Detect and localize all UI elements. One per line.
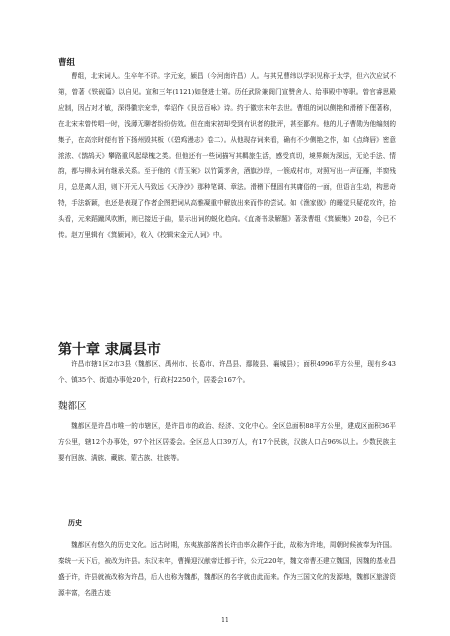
- section-title-caozu: 曹组: [58, 58, 76, 68]
- paragraph-text: 许昌市辖1区2市3县（魏都区、禹州市、长葛市、许昌县、鄢陵县、襄城县）；面积4996平方公里，现有乡43个、镇35个、街道办事处20个，行政村2250个，居委会167个。: [58, 360, 396, 384]
- paragraph-weidu-overview: [58, 419, 396, 467]
- paragraph-text: 魏都区是许昌市唯一的市辖区，是许昌市的政治、经济、文化中心。全区总面积88平方公里，建成区面积36平方公里，辖12个办事处，97个社区居委会。全区总人口39万人，有17个民族，汉族人口占96%以上。少数民族主要有回族、满族、藏族、蒙古族、壮族等。: [58, 422, 396, 462]
- chapter-title: 第十章 隶属县市: [58, 342, 161, 358]
- paragraph-weidu-history: [58, 538, 396, 602]
- paragraph-text: 曹组，北宋词人。生卒年不详。字元宠，颍昌（今河南许昌）人。与其兄曹纬以学识见称于太学，但六次应试不第，曾著《铁砚篇》以自见。宣和三年(1121)如登进士第。历任武阶兼阁门宣赞舍人、给事殿中等职。曾官睿思殿应制，因占对才敏，深得徽宗宠幸，奉诏作《艮岳百咏》诗。约于徽宗末年去世。曹组的词以侧艳和滑稽下俚著称，在北宋末曾传唱一时，浅薄无聊者纷纷仿效。但在南宋初却受到有识者的批评，甚至鄙弃。他的儿子曹勋为他编刻的集子，在高宗时便有旨下扬州毁其板（《碧鸡漫志》卷二）。从他现存词来看，确有不少侧艳之作，如《点绛唇》密意浓浓、《鹊鸪天》攀路重风起绿槐之类。但他还有一些词描写其羁旅生活，感受真切，境界颇为深远，无论手法、情韵，都与柳永词有继承关系。至于他的《青玉案》以竹篱茅舍，酒旗沙岸，一簇成村市，对照写出一声征雁，半窗残月，总是离人泪，则下开元人马致远《天净沙》那种笔调、章法。滑稽下俚固有其庸俗的一面，但语言生动，构思奇特，手法新颖，也还是表现了作者企图把词从高雅凝重中解放出来而作的尝试。如《渔家傲》的睡觉只疑花攻许，抬头看，元来蹈蹴风吹断，则已接近于曲，显示出词的蜕化趋向。《直斋书录解题》著录曹组《箕颍集》20卷，今已不传。赵万里辑有《箕颍词》，收入《校辑宋金元人词》中。: [58, 72, 396, 240]
- page-number: 11: [221, 617, 229, 624]
- subsection-title-history: 历史: [68, 519, 82, 527]
- paragraph-chapter-intro: [58, 357, 396, 389]
- section-title-weidu: 魏都区: [58, 401, 87, 412]
- paragraph-caozu-bio: [58, 69, 396, 244]
- paragraph-text: 魏都区有悠久的历史文化。远古时期，东夷族部落酋长许由率众耕作于此，故称为许地，周朝时候被奉为许国。秦统一天下后，被改为许县。东汉末年，曹操迎汉献帝迁都于许，公元220年，魏文帝曹丕建立魏国，因魏的基业昌盛于许，许县就被改称为许昌，后人也称为魏都，魏都区的名字就由此而来。作为三国文化的发源地，魏都区旅游资源丰富，名胜古迹: [58, 541, 396, 597]
